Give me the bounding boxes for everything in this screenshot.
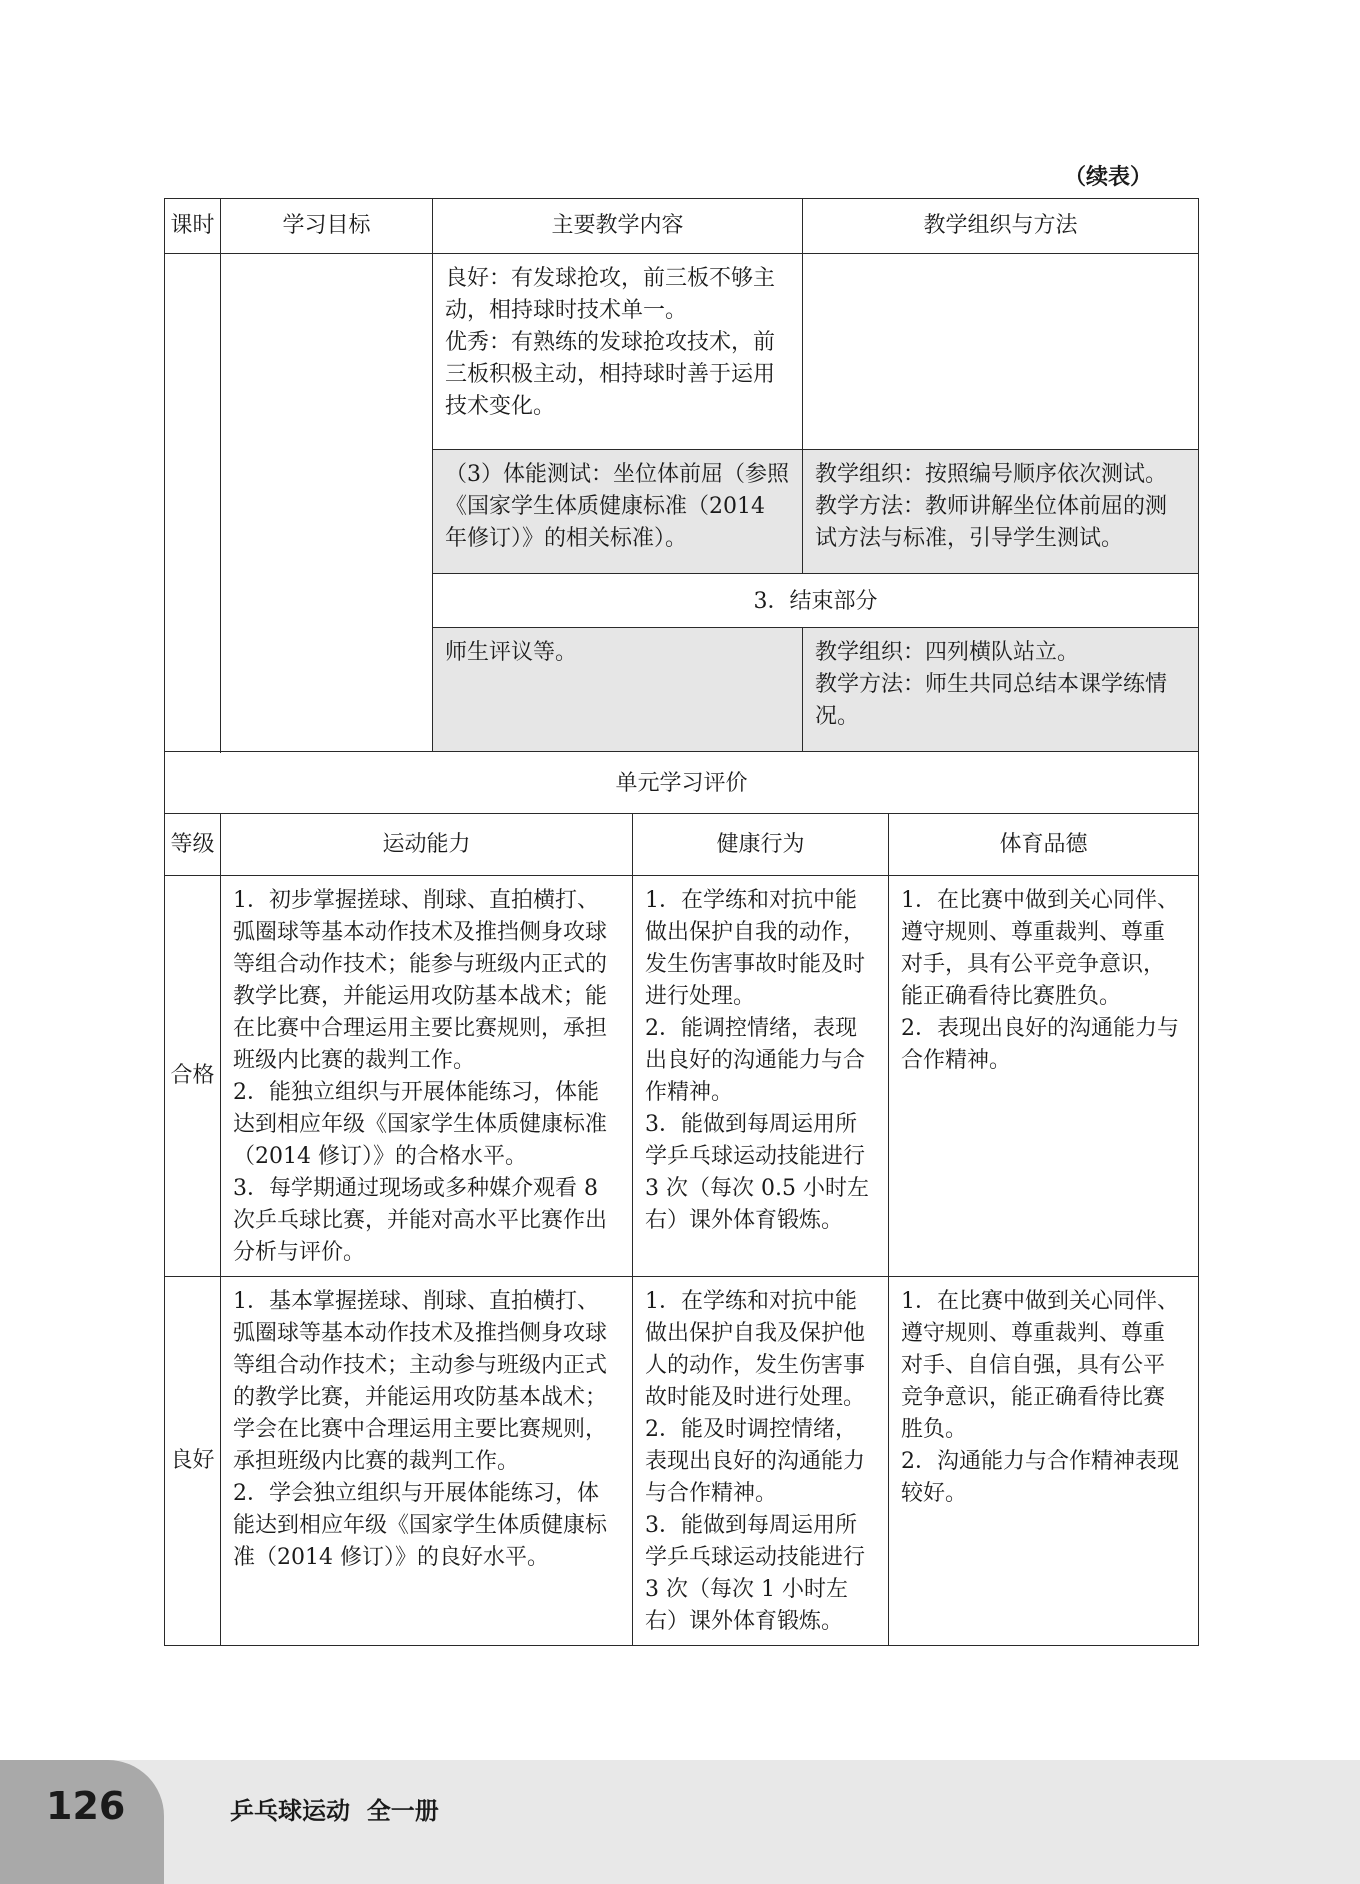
good-health — [633, 1277, 889, 1646]
lesson-cell — [165, 254, 221, 752]
header-health: 健康行为 — [633, 814, 889, 876]
grading-method-cell — [803, 254, 1199, 450]
pass-ethics-item: 1．在比赛中做到关心同伴、遵守规则、尊重裁判、尊重对手，具有公平竞争意识，能正确看待比赛胜负。 — [901, 888, 1180, 1009]
good-motor-item: 2．学会独立组织与开展体能练习，体能达到相应年级《国家学生体质健康标准（2014 修订）》的良好水平。 — [233, 1481, 608, 1570]
footer-band — [0, 1760, 1360, 1884]
book-title: 乒乓球运动 全一册 — [230, 1797, 439, 1825]
fitness-test-content: （3）体能测试：坐位体前屈（参照《国家学生体质健康标准（2014 年修订）》的相关标准）。 — [433, 450, 803, 574]
grading-excellent: 优秀：有熟练的发球抢攻技术，前三板积极主动，相持球时善于运用技术变化。 — [445, 330, 776, 419]
evaluation-title-row — [165, 752, 1199, 814]
fitness-teaching-method: 教学方法：教师讲解坐位体前屈的测试方法与标准，引导学生测试。 — [815, 494, 1168, 551]
pass-health-item: 1．在学练和对抗中能做出保护自我的动作，发生伤害事故时能及时进行处理。 — [645, 888, 866, 1009]
pass-motor-item: 1．初步掌握搓球、削球、直拍横打、弧圈球等基本动作技术及推挡侧身攻球等组合动作技术；能参与班级内正式的教学比赛，并能运用攻防基本战术；能在比赛中合理运用主要比赛规则，承担班级内比赛的裁判工作。 — [233, 888, 608, 1073]
grading-content-cell — [433, 254, 803, 450]
pass-motor-item: 2．能独立组织与开展体能练习，体能达到相应年级《国家学生体质健康标准（2014 修订）》的合格水平。 — [233, 1080, 608, 1169]
lesson-plan-table — [164, 198, 1199, 1646]
grading-good: 良好：有发球抢攻，前三板不够主动，相持球时技术单一。 — [445, 266, 776, 323]
header-objective: 学习目标 — [221, 199, 433, 254]
pass-grade-row — [165, 876, 1199, 1277]
grading-row — [165, 254, 1199, 450]
header-grade: 等级 — [165, 814, 221, 876]
fitness-organization: 教学组织：按照编号顺序依次测试。 — [815, 462, 1168, 487]
ending-organization: 教学组织：四列横队站立。 — [815, 640, 1080, 665]
pass-ethics — [889, 876, 1199, 1277]
good-health-item: 1．在学练和对抗中能做出保护自我及保护他人的动作，发生伤害事故时能及时进行处理。 — [645, 1289, 866, 1410]
continued-label: （续表） — [1063, 165, 1152, 190]
evaluation-header-row — [165, 814, 1199, 876]
header-motor: 运动能力 — [221, 814, 633, 876]
good-health-item: 2．能及时调控情绪，表现出良好的沟通能力与合作精神。 — [645, 1417, 866, 1506]
pass-ethics-item: 2．表现出良好的沟通能力与合作精神。 — [901, 1016, 1180, 1073]
header-content: 主要教学内容 — [433, 199, 803, 254]
pass-health — [633, 876, 889, 1277]
header-lesson: 课时 — [165, 199, 221, 254]
grade-pass: 合格 — [165, 876, 221, 1277]
pass-motor — [221, 876, 633, 1277]
good-health-item: 3．能做到每周运用所学乒乓球运动技能进行 3 次（每次 1 小时左右）课外体育锻炼。 — [645, 1513, 866, 1634]
pass-health-item: 3．能做到每周运用所学乒乓球运动技能进行 3 次（每次 0.5 小时左右）课外体育锻炼。 — [645, 1112, 869, 1233]
pass-health-item: 2．能调控情绪，表现出良好的沟通能力与合作精神。 — [645, 1016, 866, 1105]
good-grade-row — [165, 1277, 1199, 1646]
lesson-header-row — [165, 199, 1199, 254]
good-motor — [221, 1277, 633, 1646]
good-ethics-item: 2．沟通能力与合作精神表现较好。 — [901, 1449, 1180, 1506]
page-number: 126 — [46, 1784, 126, 1828]
good-ethics — [889, 1277, 1199, 1646]
good-motor-item: 1．基本掌握搓球、削球、直拍横打、弧圈球等基本动作技术及推挡侧身攻球等组合动作技术；主动参与班级内正式的教学比赛，并能运用攻防基本战术；学会在比赛中合理运用主要比赛规则，承担班级内比赛的裁判工作。 — [233, 1289, 608, 1474]
objective-cell — [221, 254, 433, 752]
ending-teaching-method: 教学方法：师生共同总结本课学练情况。 — [815, 672, 1168, 729]
pass-motor-item: 3．每学期通过现场或多种媒介观看 8 次乒乓球比赛，并能对高水平比赛作出分析与评价。 — [233, 1176, 608, 1265]
good-ethics-item: 1．在比赛中做到关心同伴、遵守规则、尊重裁判、尊重对手、自信自强，具有公平竞争意识，能正确看待比赛胜负。 — [901, 1289, 1180, 1442]
ending-section-title: 3．结束部分 — [433, 574, 1199, 628]
fitness-test-method — [803, 450, 1199, 574]
header-ethics: 体育品德 — [889, 814, 1199, 876]
evaluation-title: 单元学习评价 — [165, 752, 1199, 814]
grade-good: 良好 — [165, 1277, 221, 1646]
ending-method — [803, 628, 1199, 752]
header-method: 教学组织与方法 — [803, 199, 1199, 254]
ending-content: 师生评议等。 — [433, 628, 803, 752]
